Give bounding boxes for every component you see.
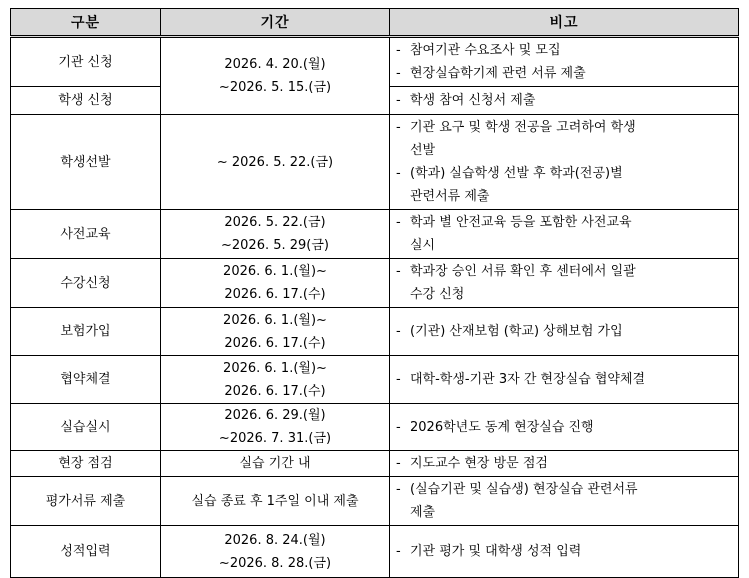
note-item	[396, 320, 734, 343]
note-dash: -	[396, 372, 401, 387]
note-item	[396, 416, 734, 439]
cell-category: 기관 신청	[11, 37, 161, 87]
note-dash: -	[396, 166, 401, 181]
cell-period: 2026. 6. 1.(월)~ 2026. 6. 17.(수)	[161, 308, 390, 356]
cell-notes	[390, 115, 739, 210]
note-dash: -	[396, 215, 401, 230]
table-row	[11, 115, 739, 210]
cell-category: 사전교육	[11, 210, 161, 259]
note-dash: -	[396, 419, 401, 435]
cell-category: 성적입력	[11, 526, 161, 578]
cell-notes	[390, 451, 739, 477]
cell-period: ~ 2026. 5. 22.(금)	[161, 115, 390, 210]
note-item	[396, 162, 734, 208]
header-period: 기간	[161, 9, 390, 37]
cell-notes	[390, 87, 739, 115]
cell-period: 실습 종료 후 1주일 이내 제출	[161, 477, 390, 526]
note-text: 지도교수 현장 방문 점검	[410, 456, 548, 471]
note-text: (학과) 실습학생 선발 후 학과(전공)별 관련서류 제출	[410, 166, 623, 204]
cell-notes	[390, 37, 739, 87]
cell-period: 실습 기간 내	[161, 451, 390, 477]
note-dash: -	[396, 66, 401, 81]
table-row	[11, 356, 739, 404]
note-item	[396, 478, 734, 524]
cell-category: 학생 신청	[11, 87, 161, 115]
table-row	[11, 259, 739, 308]
cell-period: 2026. 8. 24.(월) ~2026. 8. 28.(금)	[161, 526, 390, 578]
cell-notes	[390, 210, 739, 259]
cell-notes	[390, 477, 739, 526]
note-dash: -	[396, 456, 401, 471]
note-text: 2026학년도 동계 현장실습 진행	[410, 419, 594, 435]
note-item	[396, 89, 734, 112]
table-row	[11, 451, 739, 477]
header-category: 구분	[11, 9, 161, 37]
note-text: 기관 평가 및 대학생 성적 입력	[410, 544, 582, 559]
note-text: (실습기관 및 실습생) 현장실습 관련서류 제출	[410, 482, 638, 520]
note-dash: -	[396, 264, 401, 279]
note-dash: -	[396, 93, 401, 108]
note-item	[396, 368, 734, 391]
cell-notes	[390, 404, 739, 451]
note-dash: -	[396, 43, 401, 58]
cell-period: 2026. 6. 1.(월)~ 2026. 6. 17.(수)	[161, 356, 390, 404]
cell-category: 협약체결	[11, 356, 161, 404]
note-item	[396, 452, 734, 475]
note-text: (기관) 산재보험 (학교) 상해보험 가입	[410, 324, 623, 339]
note-text: 학과장 승인 서류 확인 후 센터에서 일괄 수강 신청	[410, 264, 636, 302]
cell-notes	[390, 308, 739, 356]
table-row	[11, 308, 739, 356]
note-text: 참여기관 수요조사 및 모집	[410, 43, 561, 58]
note-item	[396, 260, 734, 306]
note-dash: -	[396, 120, 401, 135]
table-row	[11, 404, 739, 451]
header-notes: 비고	[390, 9, 739, 37]
table-row	[11, 210, 739, 259]
cell-notes	[390, 259, 739, 308]
note-item	[396, 540, 734, 563]
cell-period: 2026. 5. 22.(금) ~2026. 5. 29(금)	[161, 210, 390, 259]
note-text: 학생 참여 신청서 제출	[410, 93, 536, 108]
cell-category: 수강신청	[11, 259, 161, 308]
schedule-table	[10, 8, 739, 578]
cell-period: 2026. 4. 20.(월) ~2026. 5. 15.(금)	[161, 37, 390, 115]
note-text: 학과 별 안전교육 등을 포함한 사전교육 실시	[410, 215, 632, 253]
note-text: 기관 요구 및 학생 전공을 고려하여 학생 선발	[410, 120, 636, 158]
note-item	[396, 116, 734, 162]
note-dash: -	[396, 324, 401, 339]
cell-period: 2026. 6. 29.(월) ~2026. 7. 31.(금)	[161, 404, 390, 451]
note-item	[396, 211, 734, 257]
note-dash: -	[396, 544, 401, 559]
cell-category: 평가서류 제출	[11, 477, 161, 526]
cell-category: 학생선발	[11, 115, 161, 210]
header-row	[11, 9, 739, 37]
note-text: 현장실습학기제 관련 서류 제출	[410, 66, 586, 81]
cell-notes	[390, 356, 739, 404]
cell-category: 현장 점검	[11, 451, 161, 477]
table-row	[11, 37, 739, 87]
note-text: 대학-학생-기관 3자 간 현장실습 협약체결	[410, 372, 646, 387]
note-item	[396, 39, 734, 62]
note-item	[396, 62, 734, 85]
table-row	[11, 477, 739, 526]
cell-period: 2026. 6. 1.(월)~ 2026. 6. 17.(수)	[161, 259, 390, 308]
cell-category: 보험가입	[11, 308, 161, 356]
schedule-body	[11, 37, 739, 578]
cell-category: 실습실시	[11, 404, 161, 451]
note-dash: -	[396, 482, 401, 497]
